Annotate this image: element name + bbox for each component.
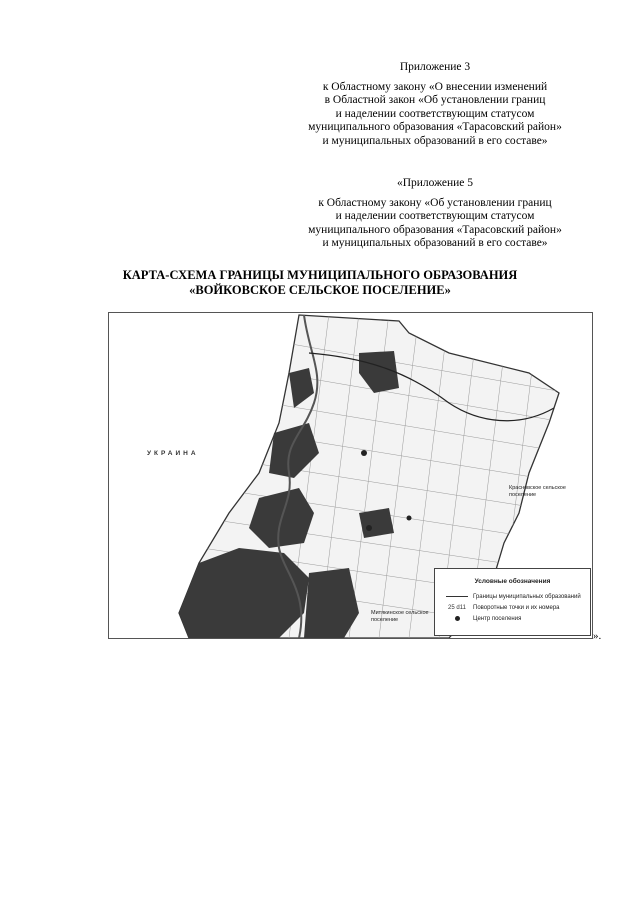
ukraine-label: УКРАИНА (147, 450, 199, 457)
appendix-3-line: и муниципальных образований в его составе» (322, 134, 548, 147)
appendix-3-header (285, 61, 585, 148)
south-neighbor-label: Митякинское сельское поселение (371, 610, 429, 623)
boundary-line-icon (446, 596, 468, 597)
appendix-5-line: и наделении соответствующим статусом (335, 210, 535, 222)
appendix-5-line: к Областному закону «Об установлении границ (318, 196, 552, 209)
point-number-sample: 25 d11 (448, 604, 466, 611)
appendix-3-line: в Областной закон «Об установлении границ (324, 94, 546, 106)
map-legend (434, 568, 591, 636)
appendix-3-title: Приложение 3 (399, 61, 471, 73)
legend-item-center: Центр поселения (435, 613, 590, 624)
map-title-line: «ВОЙКОВСКОЕ СЕЛЬСКОЕ ПОСЕЛЕНИЕ» (189, 282, 451, 297)
map-title-line: КАРТА-СХЕМА ГРАНИЦЫ МУНИЦИПАЛЬНОГО ОБРАЗОВАНИЯ (122, 268, 518, 282)
center-dot-icon (455, 616, 460, 621)
east-neighbor-label: Красновское сельское поселение (509, 485, 566, 498)
closing-quote: ». (593, 630, 602, 642)
appendix-3-line: муниципального образования «Тарасовский район» (308, 121, 562, 133)
map-figure (108, 312, 593, 639)
legend-item-boundary: Границы муниципальных образований (435, 591, 590, 602)
appendix-3-line: и наделении соответствующим статусом (335, 107, 535, 120)
appendix-3-line: к Областному закону «О внесении изменений (322, 80, 548, 93)
appendix-5-header (285, 177, 585, 251)
appendix-5-line: муниципального образования «Тарасовский район» (308, 223, 562, 236)
appendix-5-title: «Приложение 5 (396, 177, 474, 189)
map-title (0, 268, 640, 297)
appendix-5-line: и муниципальных образований в его составе» (322, 237, 548, 249)
legend-title: Условные обозначения (474, 578, 551, 585)
legend-item-points: 25 d11 Поворотные точки и их номера (448, 604, 560, 611)
